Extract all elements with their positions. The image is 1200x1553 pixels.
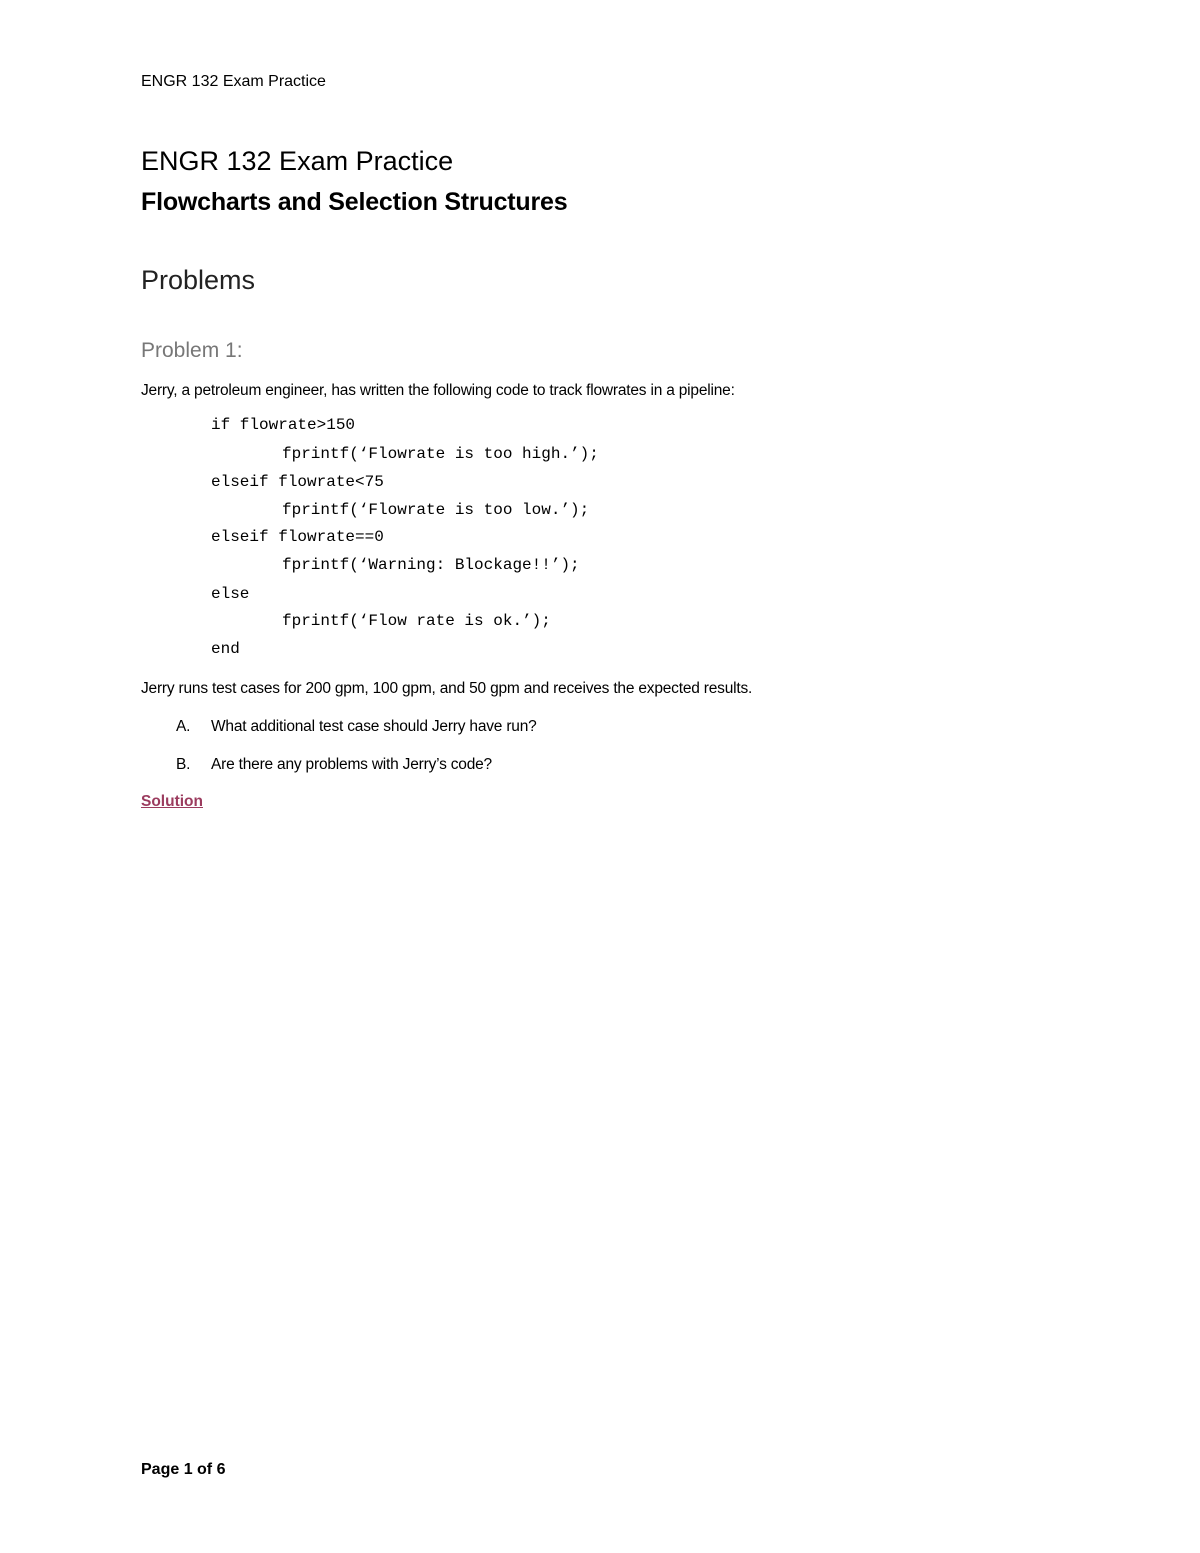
list-marker: A. <box>176 718 191 735</box>
code-line: end <box>211 640 240 658</box>
code-block <box>211 415 599 658</box>
code-line: fprintf(‘Flowrate is too high.’); <box>282 445 599 463</box>
question-text: Are there any problems with Jerry’s code? <box>211 756 492 773</box>
code-line: if flowrate>150 <box>211 416 356 434</box>
problem-heading: Problem 1: <box>141 339 243 362</box>
code-line: elseif flowrate<75 <box>211 473 384 491</box>
title-line-topic: Flowcharts and Selection Structures <box>141 188 568 216</box>
code-line: fprintf(‘Flow rate is ok.’); <box>282 612 551 630</box>
solution-link[interactable]: Solution <box>141 793 203 810</box>
question-text: What additional test case should Jerry have run? <box>211 718 537 735</box>
list-marker: B. <box>176 756 191 773</box>
document-title <box>141 144 568 216</box>
section-heading: Problems <box>141 265 256 295</box>
code-line: else <box>211 585 250 603</box>
problem-intro: Jerry, a petroleum engineer, has written the following code to track flowrates in a pipeline: <box>141 382 735 399</box>
page-number: Page 1 of 6 <box>141 1461 226 1478</box>
title-line-course: ENGR 132 Exam Practice <box>141 146 454 176</box>
running-header: ENGR 132 Exam Practice <box>141 73 326 90</box>
code-line: fprintf(‘Flowrate is too low.’); <box>282 501 590 519</box>
test-results-text: Jerry runs test cases for 200 gpm, 100 gpm, and 50 gpm and receives the expected results. <box>141 680 753 697</box>
code-line: elseif flowrate==0 <box>211 528 384 546</box>
code-line: fprintf(‘Warning: Blockage!!’); <box>282 556 580 574</box>
